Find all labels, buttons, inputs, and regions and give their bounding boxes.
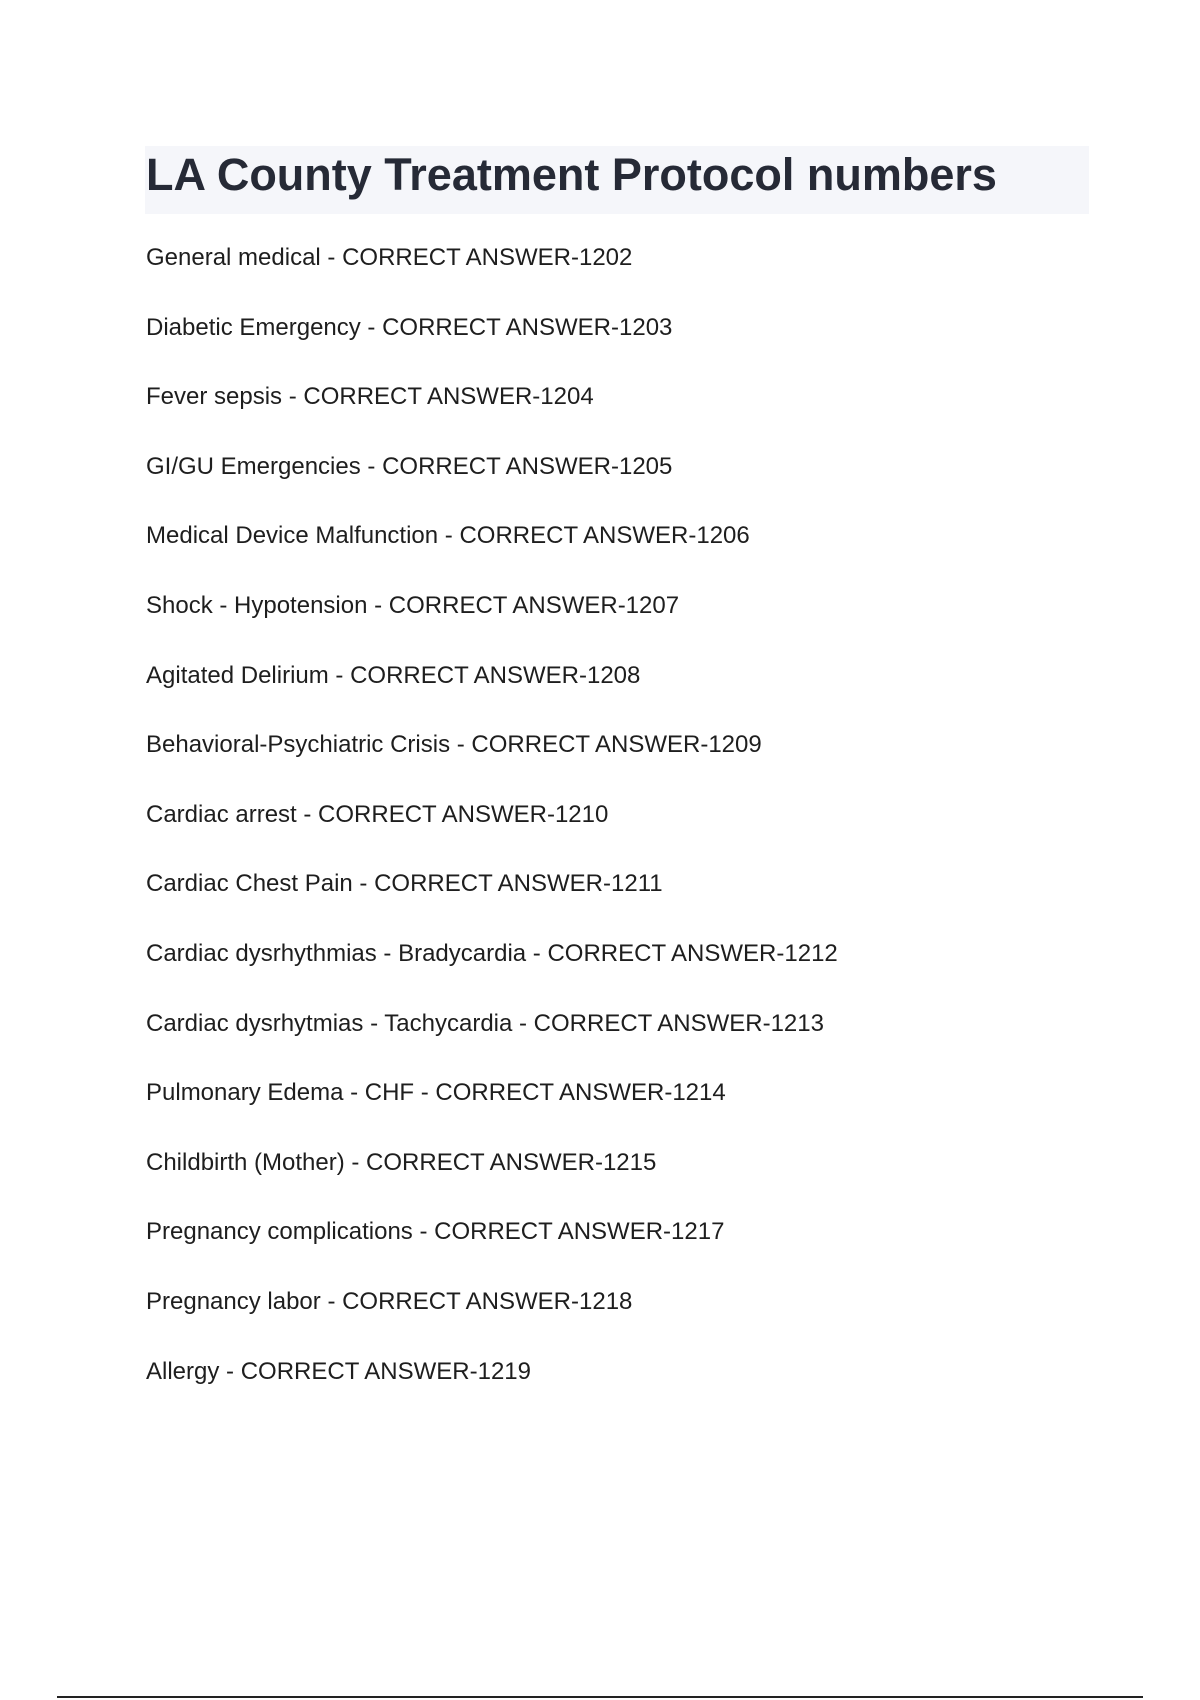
list-item: Pulmonary Edema - CHF - CORRECT ANSWER-1214 (146, 1079, 726, 1107)
protocol-list (146, 243, 1086, 1426)
page-title: LA County Treatment Protocol numbers (146, 149, 997, 200)
list-item: Pregnancy labor - CORRECT ANSWER-1218 (146, 1287, 633, 1315)
list-item: Allergy - CORRECT ANSWER-1219 (146, 1357, 531, 1385)
list-item: Agitated Delirium - CORRECT ANSWER-1208 (146, 661, 641, 689)
list-item: Diabetic Emergency - CORRECT ANSWER-1203 (146, 313, 673, 341)
list-item: Cardiac arrest - CORRECT ANSWER-1210 (146, 800, 609, 828)
list-item: Cardiac Chest Pain - CORRECT ANSWER-1211 (146, 870, 663, 898)
list-item: General medical - CORRECT ANSWER-1202 (146, 244, 633, 271)
list-item: Pregnancy complications - CORRECT ANSWER-1217 (146, 1218, 725, 1246)
list-item: Shock - Hypotension - CORRECT ANSWER-1207 (146, 591, 680, 619)
list-item: Cardiac dysrhytmias - Tachycardia - CORRECT ANSWER-1213 (146, 1009, 824, 1037)
list-item: Behavioral-Psychiatric Crisis - CORRECT ANSWER-1209 (146, 731, 762, 759)
list-item: Fever sepsis - CORRECT ANSWER-1204 (146, 383, 594, 411)
list-item: GI/GU Emergencies - CORRECT ANSWER-1205 (146, 452, 673, 480)
list-item: Childbirth (Mother) - CORRECT ANSWER-1215 (146, 1148, 657, 1176)
list-item: Medical Device Malfunction - CORRECT ANSWER-1206 (146, 522, 750, 550)
footer-divider (57, 1696, 1143, 1698)
list-item: Cardiac dysrhythmias - Bradycardia - CORRECT ANSWER-1212 (146, 939, 838, 967)
